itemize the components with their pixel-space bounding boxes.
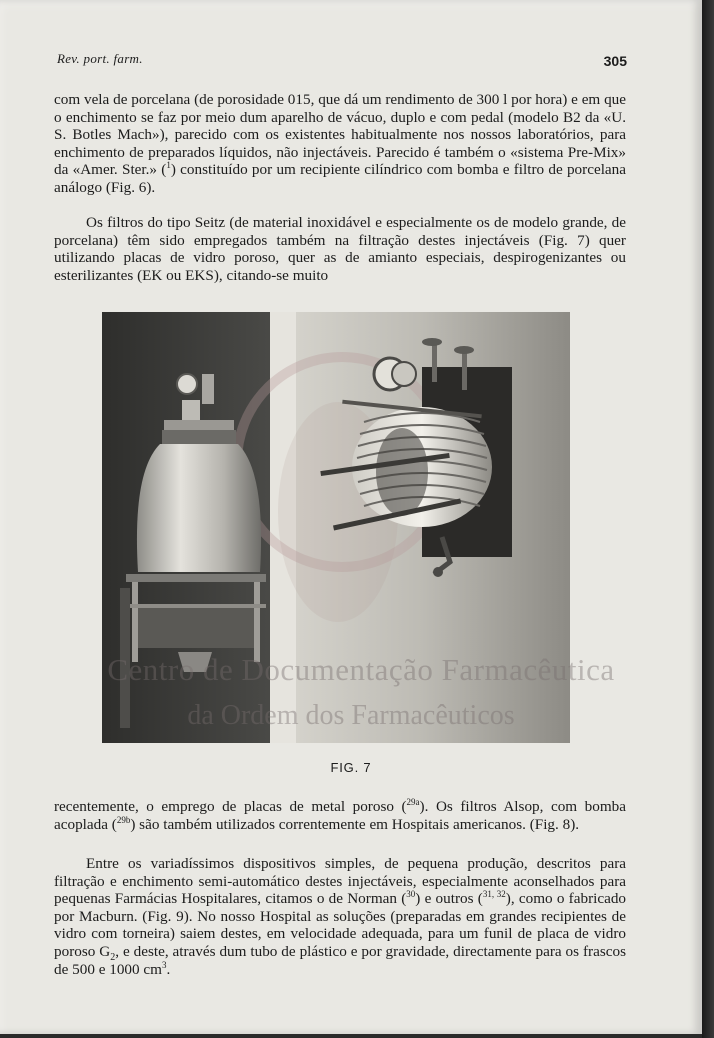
superscript: 1	[166, 160, 171, 171]
page-edge-shadow	[702, 0, 714, 1038]
text-run: ) constituído por um recipiente cilíndrico com bomba e filtro de porcelana análogo (Fig. 6).	[54, 161, 626, 196]
paragraph-2	[54, 214, 626, 284]
text-run: Os filtros do tipo Seitz (de material inoxidável e especialmente os de modelo grande, de porcelana) têm sido empregados também na filtração destes injectáveis (Fig. 7) quer utilizando placas de vidro poroso, quer as de amianto especiais, despirogenizantes ou esterilizantes (EK ou EKS), citando-se muito	[54, 214, 626, 284]
page-number: 305	[603, 53, 627, 69]
text-run: com vela de porcelana (de porosidade 015, que dá um rendimento de 300 l por hora) e em que o enchimento se faz por meio dum aparelho de vácuo, duplo e com pedal (modelo B2 da «U. S. Botles Mach»), parecido com os existentes habitualmente nos nossos laboratórios, para enchimento de preparados líquidos, não injectáveis. Parecido é também o «sistema Pre-Mix» da «Amer. Ster.» (	[54, 91, 626, 179]
figure-caption: FIG. 7	[330, 760, 372, 775]
watermark-line-2: da Ordem dos Farmacêuticos	[187, 700, 515, 731]
paragraph-1	[54, 91, 626, 197]
journal-title: Rev. port. farm.	[57, 51, 143, 66]
text-run: , e deste, através dum tubo de plástico e por gravidade, directamente para os frascos de 500 e 1000 cm	[54, 942, 626, 978]
text-run: ). Os filtros Alsop, com bomba acoplada (	[54, 798, 626, 833]
superscript: 29b	[116, 814, 131, 825]
watermark-line-1: Centro de Documentação Farmacêutica	[107, 652, 615, 687]
text-run: ), como o fabricado por Macburn. (Fig. 9). No nosso Hospital as soluções (preparadas em grandes recipientes de vidro com torneira) saiem destes, em velocidade adequada, para um funil de placa de vidro poroso G	[54, 890, 627, 960]
superscript: 31, 32	[482, 889, 506, 900]
superscript: 30	[406, 889, 416, 900]
text-run: ) são também utilizados correntemente em Hospitais americanos. (Fig. 8).	[130, 815, 580, 833]
superscript: 29a	[406, 796, 420, 807]
subscript: 2	[110, 952, 116, 963]
paragraph-3	[54, 798, 626, 833]
text-run: Entre os variadíssimos dispositivos simples, de pequena produção, descritos para filtração e enchimento semi-automático destes injectáveis, especialmente aconselhados para pequenas Farmácias Hospitalares, citamos o de Norman (	[54, 855, 626, 908]
text-run: .	[166, 960, 171, 978]
running-header	[57, 51, 627, 69]
paragraph-4	[54, 855, 626, 978]
text-run: recentemente, o emprego de placas de metal poroso (	[54, 798, 407, 815]
text-run: ) e outros (	[415, 890, 483, 908]
superscript: 3	[161, 959, 167, 970]
